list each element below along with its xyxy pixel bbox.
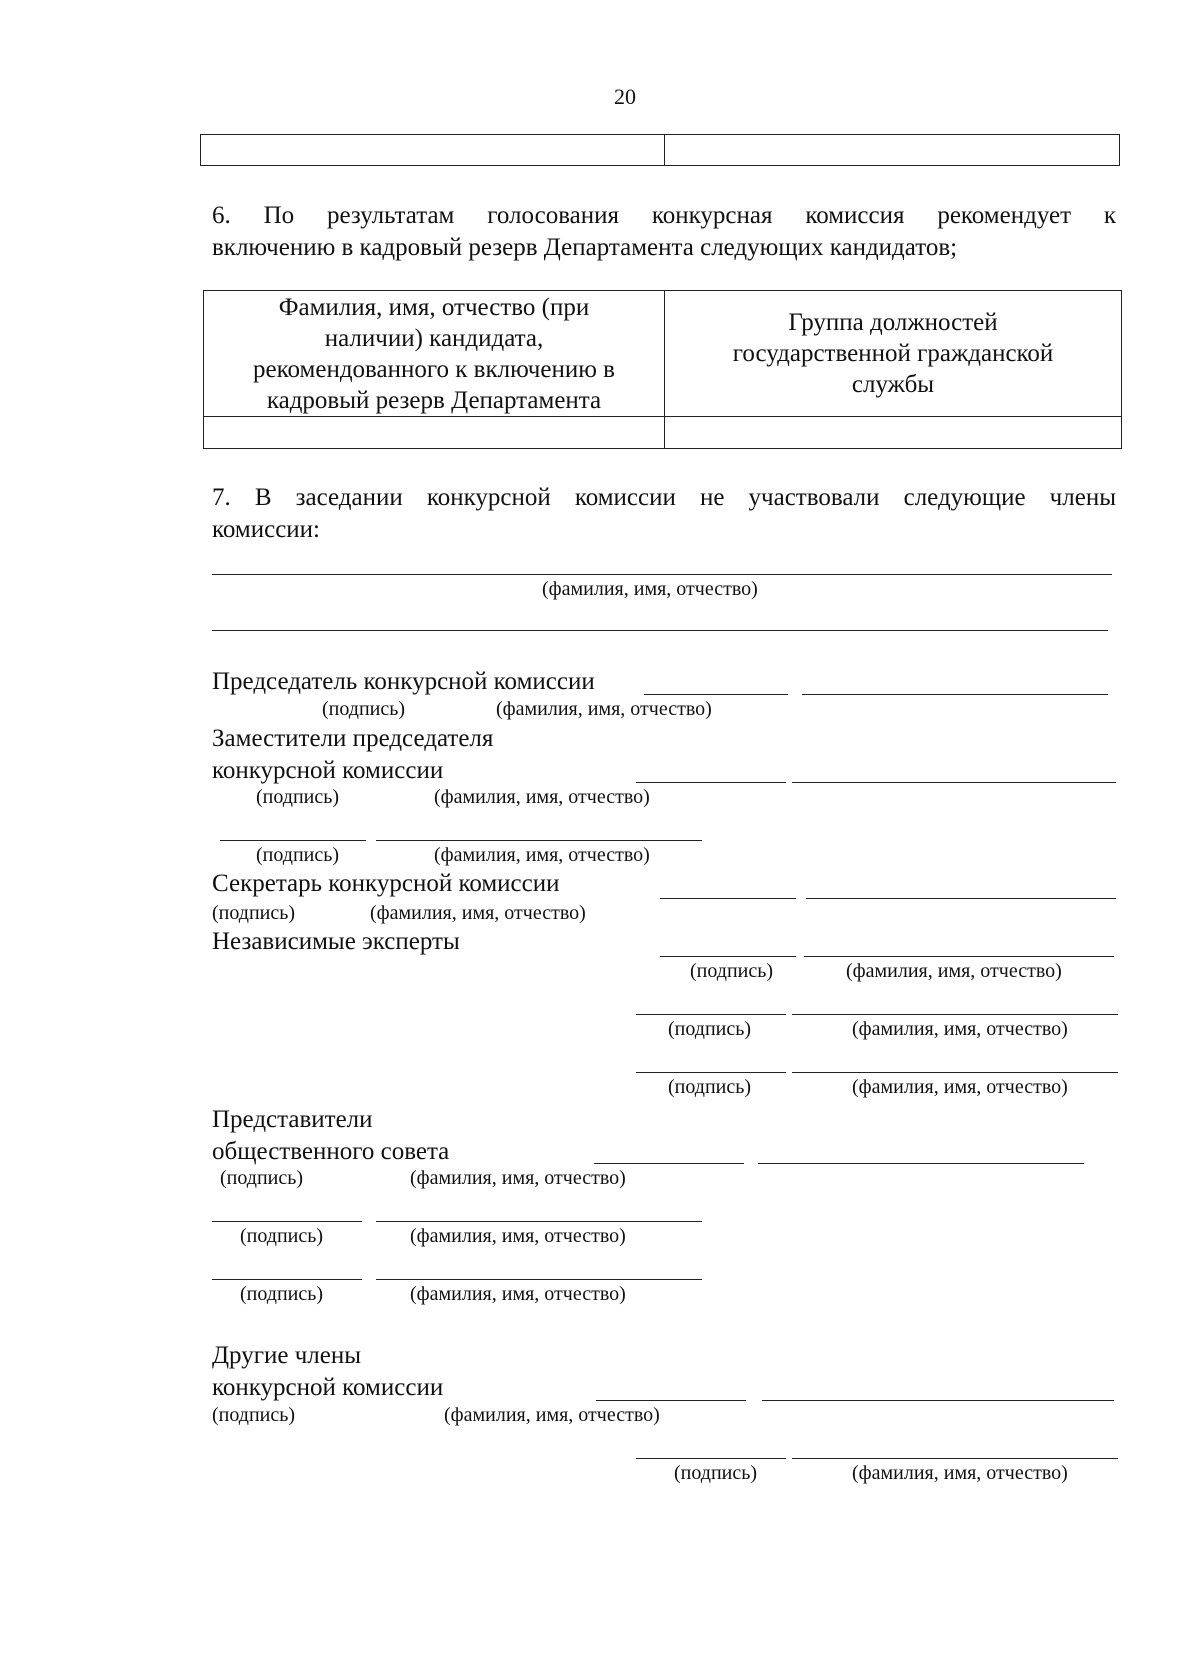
header-line: кадровый резерв Департамента — [266, 386, 602, 414]
item-7-line-2: комиссии: — [212, 516, 320, 543]
chairman-label: Председатель конкурсной комиссии — [212, 668, 595, 695]
header-line: Группа должностей — [788, 309, 998, 336]
page-number: 20 — [614, 84, 636, 109]
signature-caption: (подпись) — [256, 786, 340, 808]
fio-line — [804, 956, 1114, 957]
fio-line — [376, 1221, 702, 1222]
deputies-label-1: Заместители председателя — [212, 725, 494, 752]
fio-caption: (фамилия, имя, отчество) — [496, 698, 712, 720]
signature-line — [596, 1400, 746, 1401]
table-row — [204, 417, 1122, 449]
fio-caption: (фамилия, имя, отчество) — [410, 1167, 626, 1189]
fio-line — [212, 630, 1108, 631]
header-position-group — [665, 291, 1122, 417]
fio-caption: (фамилия, имя, отчество) — [852, 1018, 1068, 1040]
fio-caption: (фамилия, имя, отчество) — [852, 1076, 1068, 1098]
signature-line — [636, 782, 786, 783]
item-6-line-2: включению в кадровый резерв Департамента следующих кандидатов; — [212, 234, 958, 261]
header-line: государственной гражданской — [732, 340, 1054, 367]
fio-caption: (фамилия, имя, отчество) — [444, 1404, 660, 1426]
other-members-label-1: Другие члены — [212, 1342, 362, 1369]
other-members-label-2: конкурсной комиссии — [212, 1374, 444, 1401]
header-line: Фамилия, имя, отчество (при — [278, 293, 590, 321]
signature-caption: (подпись) — [240, 1283, 324, 1305]
fio-line — [806, 898, 1116, 899]
table-header-row — [204, 291, 1122, 417]
fio-line — [758, 1163, 1084, 1164]
item-7-line-1: 7. В заседании конкурсной комиссии не участвовали следующие члены — [212, 484, 1116, 511]
header-line: наличии) кандидата, — [324, 324, 544, 352]
signature-line — [660, 956, 796, 957]
fio-caption: (фамилия, имя, отчество) — [434, 786, 650, 808]
header-line: рекомендованного к включению в — [253, 355, 615, 383]
signature-line — [212, 1221, 362, 1222]
fio-line — [212, 574, 1112, 575]
fio-caption: (фамилия, имя, отчество) — [846, 960, 1062, 982]
fio-line — [802, 694, 1108, 695]
table-cell — [201, 135, 665, 166]
header-candidate-name — [204, 291, 665, 417]
table-cell — [665, 417, 1122, 449]
signature-caption: (подпись) — [674, 1462, 758, 1484]
public-council-label-1: Представители — [212, 1106, 373, 1133]
public-council-label-2: общественного совета — [212, 1138, 450, 1165]
secretary-label: Секретарь конкурсной комиссии — [212, 870, 560, 897]
fio-line — [792, 1072, 1118, 1073]
signature-line — [212, 1279, 362, 1280]
fio-line — [792, 1458, 1118, 1459]
fio-caption: (фамилия, имя, отчество) — [370, 902, 586, 924]
item-6-line-1: 6. По результатам голосования конкурсная комиссия рекомендует к — [212, 202, 1116, 229]
fio-line — [762, 1400, 1114, 1401]
signature-caption: (подпись) — [212, 1404, 296, 1426]
continuation-table — [200, 134, 1120, 166]
candidates-table — [203, 290, 1122, 449]
signature-line — [636, 1458, 786, 1459]
table-cell — [204, 417, 665, 449]
signature-caption: (подпись) — [322, 698, 406, 720]
signature-line — [220, 840, 366, 841]
fio-caption: (фамилия, имя, отчество) — [434, 844, 650, 866]
signature-caption: (подпись) — [220, 1167, 304, 1189]
signature-line — [644, 694, 788, 695]
signature-line — [636, 1014, 786, 1015]
signature-caption: (подпись) — [212, 902, 296, 924]
fio-caption: (фамилия, имя, отчество) — [410, 1225, 626, 1247]
signature-line — [594, 1163, 744, 1164]
fio-line — [376, 1279, 702, 1280]
fio-line — [792, 1014, 1118, 1015]
signature-caption: (подпись) — [690, 960, 774, 982]
fio-line — [792, 782, 1116, 783]
deputies-label-2: конкурсной комиссии — [212, 757, 444, 784]
fio-caption: (фамилия, имя, отчество) — [410, 1283, 626, 1305]
signature-caption: (подпись) — [240, 1225, 324, 1247]
table-cell — [665, 135, 1120, 166]
fio-caption: (фамилия, имя, отчество) — [852, 1462, 1068, 1484]
header-line: службы — [851, 371, 935, 398]
fio-line — [376, 840, 702, 841]
fio-caption: (фамилия, имя, отчество) — [542, 578, 758, 600]
signature-caption: (подпись) — [668, 1076, 752, 1098]
signature-line — [636, 1072, 786, 1073]
signature-line — [660, 898, 796, 899]
signature-caption: (подпись) — [256, 844, 340, 866]
signature-caption: (подпись) — [668, 1018, 752, 1040]
experts-label: Независимые эксперты — [212, 928, 460, 955]
